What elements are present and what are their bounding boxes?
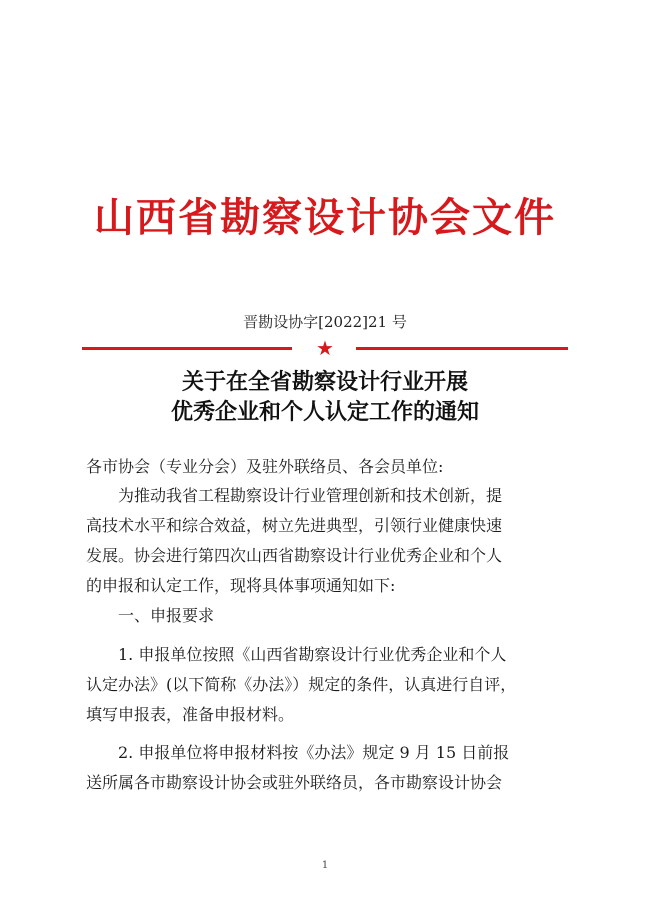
item-1-line-2: 认定办法》(以下简称《办法》）规定的条件，认真进行自评， — [86, 675, 517, 694]
intro-line-2: 高技术水平和综合效益，树立先进典型，引领行业健康快速 — [86, 516, 503, 535]
document-header-title: 山西省勘察设计协会文件 — [94, 194, 556, 241]
notice-title-line-1: 关于在全省勘察设计行业开展 — [181, 369, 468, 395]
intro-line-3: 发展。协会进行第四次山西省勘察设计行业优秀企业和个人 — [86, 546, 503, 565]
divider-line-left — [82, 347, 292, 350]
star-icon: ★ — [316, 336, 334, 360]
intro-line-4: 的申报和认定工作，现将具体事项通知如下: — [86, 576, 396, 595]
notice-title-line-2: 优秀企业和个人认定工作的通知 — [170, 399, 479, 425]
item-1-line-1: 1. 申报单位按照《山西省勘察设计行业优秀企业和个人 — [118, 645, 507, 664]
red-divider — [82, 336, 568, 360]
page-number: 1 — [321, 860, 329, 871]
notice-title — [0, 367, 650, 427]
item-2 — [86, 738, 556, 798]
divider-line-right — [356, 347, 568, 350]
intro-line-1: 为推动我省工程勘察设计行业管理创新和技术创新，提 — [118, 486, 503, 505]
item-2-line-2: 送所属各市勘察设计协会或驻外联络员，各市勘察设计协会 — [86, 773, 503, 792]
section-1 — [86, 601, 556, 631]
intro-paragraph — [86, 481, 556, 601]
item-1-line-3: 填写申报表，准备申报材料。 — [86, 705, 295, 724]
section-1-heading: 一、申报要求 — [118, 606, 215, 625]
item-1 — [86, 640, 556, 730]
salutation-text: 各市协会（专业分会）及驻外联络员、各会员单位: — [86, 457, 444, 476]
item-2-line-1: 2. 申报单位将申报材料按《办法》规定 9 月 15 日前报 — [118, 743, 510, 762]
salutation — [86, 452, 556, 482]
document-number: 晋勘设协字[2022]21 号 — [243, 313, 407, 331]
